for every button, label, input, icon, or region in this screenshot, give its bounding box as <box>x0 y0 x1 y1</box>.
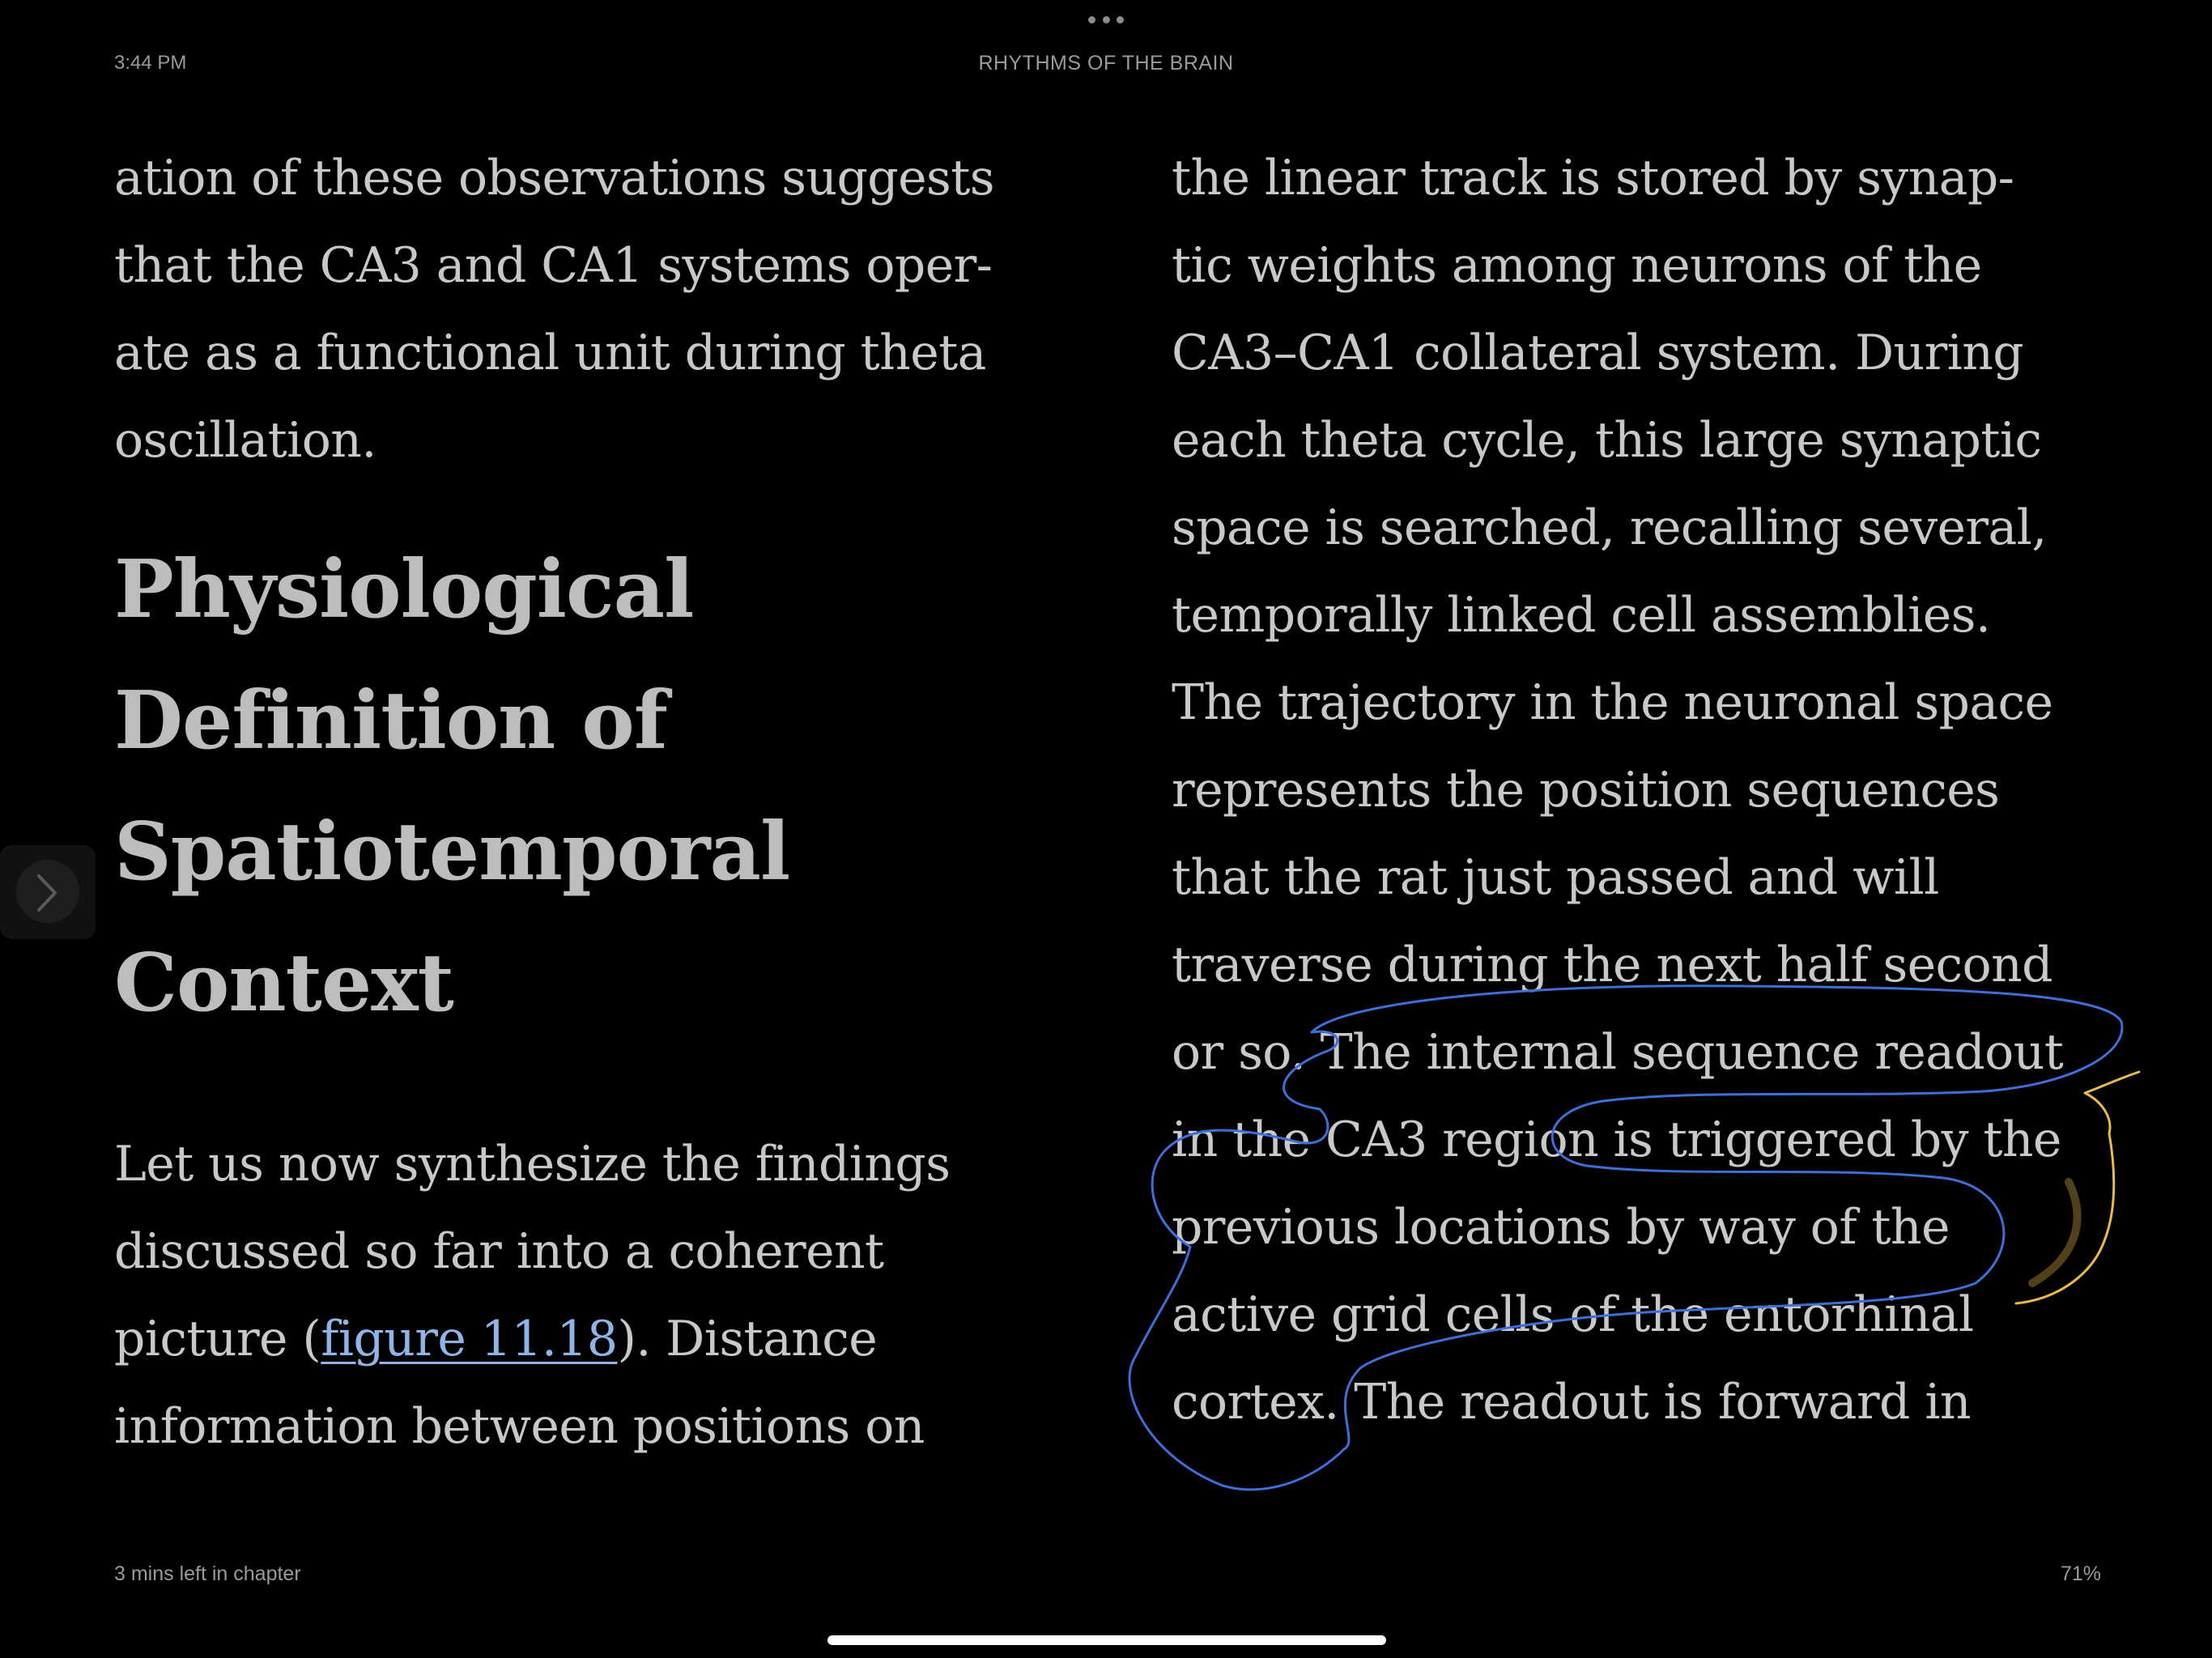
home-indicator[interactable] <box>827 1635 1386 1645</box>
book-title: RHYTHMS OF THE BRAIN <box>978 52 1234 74</box>
text-line: information between positions on <box>114 1398 925 1455</box>
text-line: traverse during the next half second <box>1172 937 2052 993</box>
more-options-button[interactable] <box>1088 11 1124 28</box>
text-line: oscillation. <box>114 412 376 469</box>
text-line: The trajectory in the neuronal space <box>1172 674 2053 731</box>
text-line: discussed so far into a coherent <box>114 1223 884 1280</box>
ellipsis-icon <box>1088 16 1095 23</box>
text-line: space is searched, recalling several, <box>1172 500 2047 556</box>
heading-line: Physiological <box>114 543 694 636</box>
text-line: ate as a functional unit during theta <box>114 325 986 381</box>
text-line: or so. The internal sequence readout <box>1172 1024 2064 1081</box>
heading-line: Context <box>114 937 453 1030</box>
text-line: in the CA3 region is triggered by the <box>1172 1112 2061 1168</box>
text-segment: ). Distance <box>617 1311 878 1367</box>
text-line: active grid cells of the entorhinal <box>1172 1286 1974 1343</box>
text-line: tic weights among neurons of the <box>1172 237 1982 294</box>
paragraph <box>114 134 1053 484</box>
ellipsis-icon <box>1103 16 1110 23</box>
text-line: that the rat just passed and will <box>1172 849 1939 906</box>
paragraph <box>114 1120 1053 1470</box>
left-page-column <box>114 134 1053 1470</box>
section-heading <box>114 525 1053 1049</box>
text-line: that the CA3 and CA1 systems oper- <box>114 237 993 294</box>
text-line: Let us now synthesize the findings <box>114 1136 951 1192</box>
text-line: represents the position sequences <box>1172 762 2000 818</box>
reading-progress: 71% <box>2060 1562 2101 1585</box>
figure-link[interactable]: figure 11.18 <box>321 1311 618 1367</box>
heading-line: Definition of <box>114 674 667 767</box>
heading-line: Spatiotemporal <box>114 806 790 899</box>
text-line: ation of these observations suggests <box>114 150 994 206</box>
next-page-button[interactable] <box>0 845 96 939</box>
text-segment: picture ( <box>114 1311 321 1367</box>
text-line: each theta cycle, this large synaptic <box>1172 412 2042 469</box>
chapter-time-remaining: 3 mins left in chapter <box>114 1562 301 1585</box>
status-time: 3:44 PM <box>114 52 187 74</box>
text-line: temporally linked cell assemblies. <box>1172 587 1991 644</box>
ellipsis-icon <box>1117 16 1124 23</box>
text-line: CA3–CA1 collateral system. During <box>1172 325 2024 381</box>
text-line-with-link <box>114 1295 1053 1383</box>
text-line: previous locations by way of the <box>1172 1199 1950 1256</box>
right-page-column <box>1172 134 2135 1446</box>
text-line: the linear track is stored by synap- <box>1172 150 2014 206</box>
text-line: cortex. The readout is forward in <box>1172 1374 1971 1431</box>
chevron-right-icon <box>31 869 63 916</box>
